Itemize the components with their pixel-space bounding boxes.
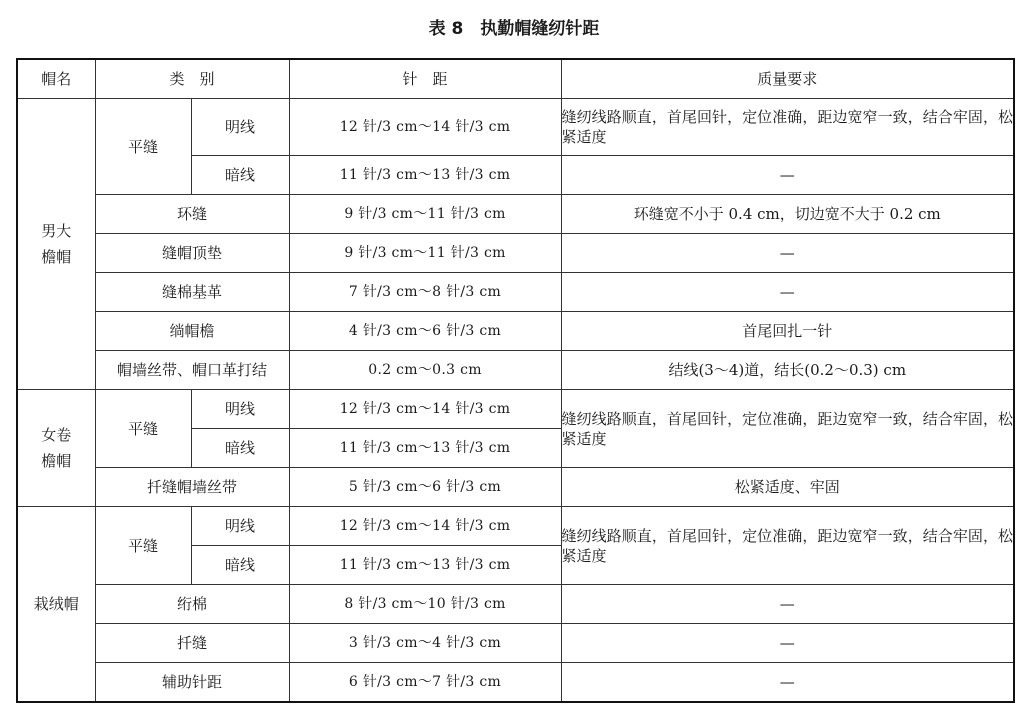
quality-cell: —	[561, 156, 1014, 195]
table-row	[17, 663, 1014, 703]
quality-cell: 缝纫线路顺直，首尾回针，定位准确，距边宽窄一致，结合牢固，松紧适度	[561, 507, 1014, 585]
category-cell: 环缝	[95, 195, 289, 234]
stitch-cell: 9 针/3 cm～11 针/3 cm	[289, 195, 561, 234]
table-row	[17, 234, 1014, 273]
quality-cell: —	[561, 663, 1014, 703]
table-row	[17, 195, 1014, 234]
header-quality: 质量要求	[561, 59, 1014, 99]
stitch-cell: 7 针/3 cm～8 针/3 cm	[289, 273, 561, 312]
table-row	[17, 390, 1014, 429]
cap-name-text: 男大檐帽	[41, 222, 72, 266]
quality-cell: —	[561, 234, 1014, 273]
header-cap-name: 帽名	[17, 59, 95, 99]
table-row	[17, 507, 1014, 546]
stitch-table	[16, 58, 1015, 703]
quality-cell: —	[561, 585, 1014, 624]
subcategory-cell: 暗线	[191, 156, 289, 195]
quality-cell: 环缝宽不小于 0.4 cm，切边宽不大于 0.2 cm	[561, 195, 1014, 234]
table-row	[17, 312, 1014, 351]
category-cell: 帽墙丝带、帽口革打结	[95, 351, 289, 390]
stitch-cell: 11 针/3 cm～13 针/3 cm	[289, 429, 561, 468]
table-title: 表 8 执勤帽缝纫针距	[428, 19, 600, 39]
category-cell: 绗棉	[95, 585, 289, 624]
quality-cell: 首尾回扎一针	[561, 312, 1014, 351]
table-row	[17, 468, 1014, 507]
category-cell: 平缝	[95, 507, 191, 585]
quality-cell: 松紧适度、牢固	[561, 468, 1014, 507]
stitch-cell: 11 针/3 cm～13 针/3 cm	[289, 156, 561, 195]
quality-cell: 结线(3～4)道，结长(0.2～0.3) cm	[561, 351, 1014, 390]
subcategory-cell: 明线	[191, 390, 289, 429]
subcategory-cell: 暗线	[191, 546, 289, 585]
category-cell: 绱帽檐	[95, 312, 289, 351]
stitch-cell: 3 针/3 cm～4 针/3 cm	[289, 624, 561, 663]
table-row	[17, 624, 1014, 663]
stitch-cell: 12 针/3 cm～14 针/3 cm	[289, 390, 561, 429]
table-row	[17, 351, 1014, 390]
quality-cell: —	[561, 273, 1014, 312]
stitch-cell: 4 针/3 cm～6 针/3 cm	[289, 312, 561, 351]
stitch-cell: 12 针/3 cm～14 针/3 cm	[289, 99, 561, 156]
category-cell: 扦缝	[95, 624, 289, 663]
stitch-cell: 11 针/3 cm～13 针/3 cm	[289, 546, 561, 585]
subcategory-cell: 明线	[191, 507, 289, 546]
category-cell: 扦缝帽墙丝带	[95, 468, 289, 507]
table-row	[17, 99, 1014, 156]
cap-name-text: 女卷檐帽	[41, 426, 72, 470]
category-cell: 缝棉基革	[95, 273, 289, 312]
header-stitch: 针 距	[289, 59, 561, 99]
cap-name: 栽绒帽	[17, 507, 95, 703]
subcategory-cell: 明线	[191, 99, 289, 156]
subcategory-cell: 暗线	[191, 429, 289, 468]
stitch-cell: 12 针/3 cm～14 针/3 cm	[289, 507, 561, 546]
quality-cell: 缝纫线路顺直，首尾回针，定位准确，距边宽窄一致，结合牢固，松紧适度	[561, 390, 1014, 468]
table-row	[17, 273, 1014, 312]
category-cell: 平缝	[95, 99, 191, 195]
stitch-cell: 8 针/3 cm～10 针/3 cm	[289, 585, 561, 624]
category-cell: 辅助针距	[95, 663, 289, 703]
quality-cell: 缝纫线路顺直，首尾回针，定位准确，距边宽窄一致，结合牢固，松紧适度	[561, 99, 1014, 156]
stitch-cell: 5 针/3 cm～6 针/3 cm	[289, 468, 561, 507]
header-row	[17, 59, 1014, 99]
category-cell: 缝帽顶垫	[95, 234, 289, 273]
stitch-cell: 9 针/3 cm～11 针/3 cm	[289, 234, 561, 273]
category-cell: 平缝	[95, 390, 191, 468]
table-row	[17, 585, 1014, 624]
header-category: 类 别	[95, 59, 289, 99]
cap-name	[17, 99, 95, 390]
quality-cell: —	[561, 624, 1014, 663]
stitch-cell: 6 针/3 cm～7 针/3 cm	[289, 663, 561, 703]
stitch-cell: 0.2 cm～0.3 cm	[289, 351, 561, 390]
cap-name	[17, 390, 95, 507]
